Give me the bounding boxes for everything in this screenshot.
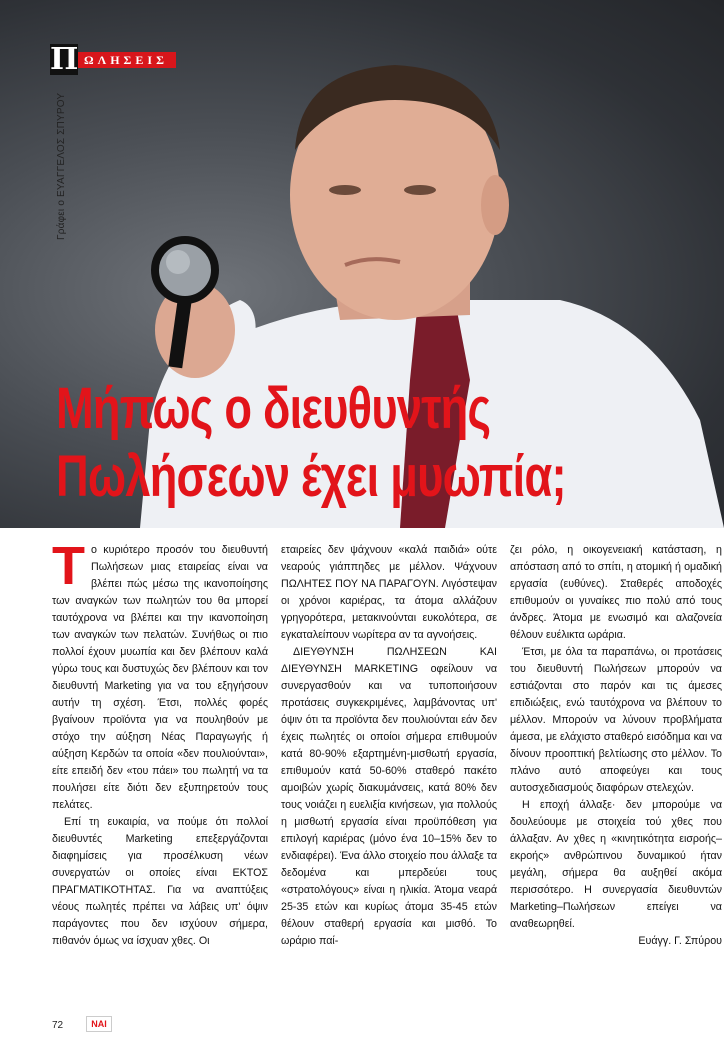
paragraph-text: ο κυριότερο προσόν του διευθυντή Πωλήσεων μιας εταιρείας είναι να βλέπει πώς μέσω της ικανοποίησης των αναγκών των πωλητών του θα μπορεί ταυτόχρονα να βλέπει και την ικανοποίηση των αναγκών των πελατών. Συνήθως οι πιο πολλοί έχουν μυωπία και δεν βλέπουν καλά γύρω τους και δυστυχώς δεν βλέπουν και τον διευθυντή Marketing για να του εξηγήσουν αυτήν τη σχέση. Έτσι, πολλές φορές βγαίνουν προϊόντα για να πουληθούν με στόχο την αύξηση Νέας Παραγωγής ή αύξηση Κερδών τα οποία «δεν πουλιούνται», είτε επειδή δεν «του πάει» του πωλητή να τα πουλήσει είτε διότι δεν εξυπηρετούν τους πελάτες.: [52, 544, 268, 811]
paragraph: εταιρείες δεν ψάχνουν «καλά παιδιά» ούτε νεαρούς γιάππηδες με μέλλον. Ψάχνουν ΠΩΛΗΤΕΣ ΠΟΥ ΝΑ ΠΑΡΑΓΟΥΝ. Λιγόστεψαν οι χρόνοι καριέρας, τα άτομα αλλάζουν γρηγορότερα, μετακινούνται ευκολότερα, σε εγκαταλείπουν νωρίτερα αν τα αγνοήσεις.: [281, 544, 497, 641]
section-initial: Π: [50, 42, 79, 77]
paragraph: Έτσι, με όλα τα παραπάνω, οι προτάσεις του διευθυντή Πωλήσεων μπορούν να εστιάζονται στο παρόν και τις άμεσες επιδιώξεις, ενώ ταυτόχρονα να βλέπουν το μέλλον. Μπορούν να λύνουν προβλήματα άμεσα, με ελάχιστο σταθερό εισόδημα και να δίνουν προοπτική βελτίωσης στο μέλλον. Το πλάνο αυτό αποφεύγει και τους αυτοσχεδιασμούς διαφόρων στελεχών.: [510, 646, 722, 794]
byline: Γράφει ο ΕΥΑΓΓΕΛΟΣ ΣΠΥΡΟΥ: [56, 92, 67, 240]
page-number: 72: [52, 1020, 64, 1031]
article-column-3: [510, 542, 722, 950]
paragraph: Επί τη ευκαιρία, να πούμε ότι πολλοί διευθυντές Marketing επεξεργάζονται διαφημίσεις για προσέλκυση νέων συνεργατών οι οποίες είναι ΕΚΤΟΣ ΠΡΑΓΜΑΤΙΚΟΤΗΤΑΣ. Για να αναπτύξεις νέους πωλητές πρέπει να λάβεις υπ' όψιν παράγοντες που δεν ισχύουν σήμερα, πιθανόν όμως να ίσχυαν χθες. Οι: [52, 816, 268, 947]
headline-line-2: Πωλήσεων έχει μυωπία;: [56, 444, 566, 509]
section-logo: [50, 44, 176, 75]
paragraph: ΔΙΕΥΘΥΝΣΗ ΠΩΛΗΣΕΩΝ ΚΑΙ ΔΙΕΥΘΥΝΣΗ MARKETING οφείλουν να συνεργασθούν και να τυποποιήσουν προτάσεις συγκεκριμένες, λαμβάνοντας υπ' όψιν ότι τα προϊόντα δεν πουλιούνται εάν δεν έχεις πωλητές οι οποίοι σήμερα επιθυμούν κατά 80-90% εξαρτημένη-μισθωτή εργασία, επιθυμούν κατά 50-60% σταθερό πακέτο αμοιβών χωρίς διακυμάνσεις, κατά 80% δεν τους νοιάζει η ευελιξία κινήσεων, για πολλούς η μισθωτή εργασία είναι προϋπόθεση για επιλογή καριέρας (μόνο ένα 10–15% δεν το ενδιαφέρει). Ένα άλλο στοιχείο που άλλαξε τα δεδομένα και μπερδεύει τους «στρατολόγους» είναι η ηλικία. Άτομα νεαρά 25-35 ετών και κυρίως άτομα 35-45 ετών θέλουν σταθερή εργασία και μισθό. Το ωράριο παί-: [281, 646, 497, 947]
magazine-logo-text: ΝΑΙ: [91, 1019, 107, 1029]
author-signature: Ευάγγ. Γ. Σπύρου: [638, 935, 722, 947]
paragraph: ζει ρόλο, η οικογενειακή κατάσταση, η απόσταση από το σπίτι, η ατομική ή ομαδική εργασία (ευθύνες). Σταθερές αποδοχές επιθυμούν οι γυναίκες πιο πολύ από τους άνδρες. Άτομα με ενωσιμό και αλαζονεία θέλουν ευέλικτα ωράρια.: [510, 544, 722, 641]
section-title: ΩΛΗΣΕΙΣ: [78, 52, 176, 68]
paragraph: [52, 536, 268, 814]
article-column-2: [281, 542, 497, 950]
drop-cap: Τ: [52, 536, 85, 596]
headline-line-1: Μήπως ο διευθυντής: [56, 376, 491, 441]
paragraph: Η εποχή άλλαξε· δεν μπορούμε να δουλεύουμε με στοιχεία τού χθες που άλλαξαν. Αν χθες η «κινητικότητα εισροής–εκροής» ανθρώπινου δυναμικού ήταν μεγάλη, σήμερα θα αυξηθεί ακόμα περισσότερο. Η συνεργασία διευθυντών Marketing–Πωλήσεων επείγει να αναθεωρηθεί.: [510, 799, 722, 930]
magazine-logo: [86, 1016, 112, 1032]
article-column-1: [52, 536, 268, 950]
headline: [56, 375, 566, 511]
